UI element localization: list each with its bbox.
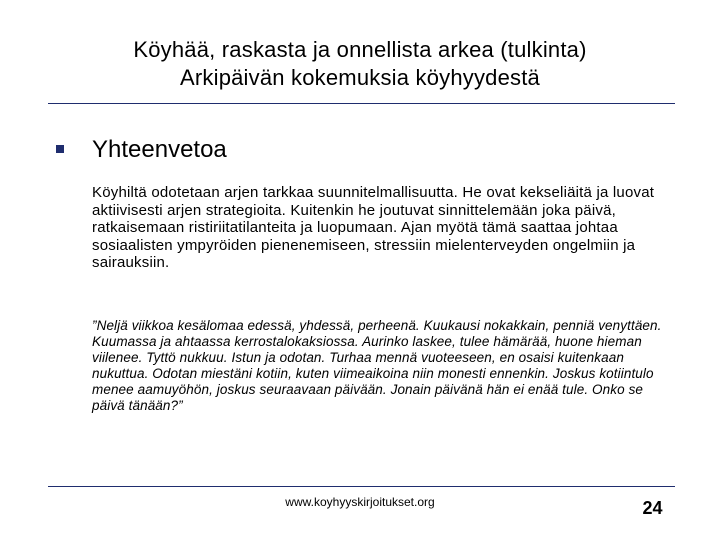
square-bullet-icon (56, 145, 64, 153)
title-line-1: Köyhää, raskasta ja onnellista arkea (tulkinta) (133, 37, 587, 62)
page-number: 24 (642, 498, 663, 518)
title-line-2: Arkipäivän kokemuksia köyhyydestä (180, 65, 540, 90)
summary-paragraph: Köyhiltä odotetaan arjen tarkkaa suunnitelmallisuutta. He ovat kekseliäitä ja luovat aktiivisesti arjen strategioita. Kuitenkin he joutuvat sinnittelemään joka päivä, ratkaisemaan ristiriitatilanteita ja luopumaan. Ajan myötä tämä saattaa johtaa sosiaalisten ympyröiden pienenemiseen, stressiin mielenterveyden ongelmiin ja sairauksiin. (92, 184, 655, 271)
slide-title (40, 36, 680, 92)
quote-paragraph: ”Neljä viikkoa kesälomaa edessä, yhdessä, perheenä. Kuukausi nokakkain, penniä venyttäen. Kuumassa ja ahtaassa kerrostalokaksiossa. Aurinko laskee, tulee hämärää, huone hieman viilenee. Tyttö nukkuu. Istun ja odotan. Turhaa mennä vuoteeseen, en osaisi kuitenkaan nukuttua. Odotan miestäni kotiin, kuten viimeaikoina niin monesti ennenkin. Joskus kotiintulo menee aamuyöhön, joskus seuraavaan päivään. Jonain päivänä hän ei enää tule. Onko se päivä tänään?” (92, 318, 662, 413)
bottom-divider (48, 486, 675, 487)
bullet-heading: Yhteenvetoa (92, 136, 227, 163)
top-divider (48, 103, 675, 104)
footer-url: www.koyhyyskirjoitukset.org (285, 495, 435, 509)
